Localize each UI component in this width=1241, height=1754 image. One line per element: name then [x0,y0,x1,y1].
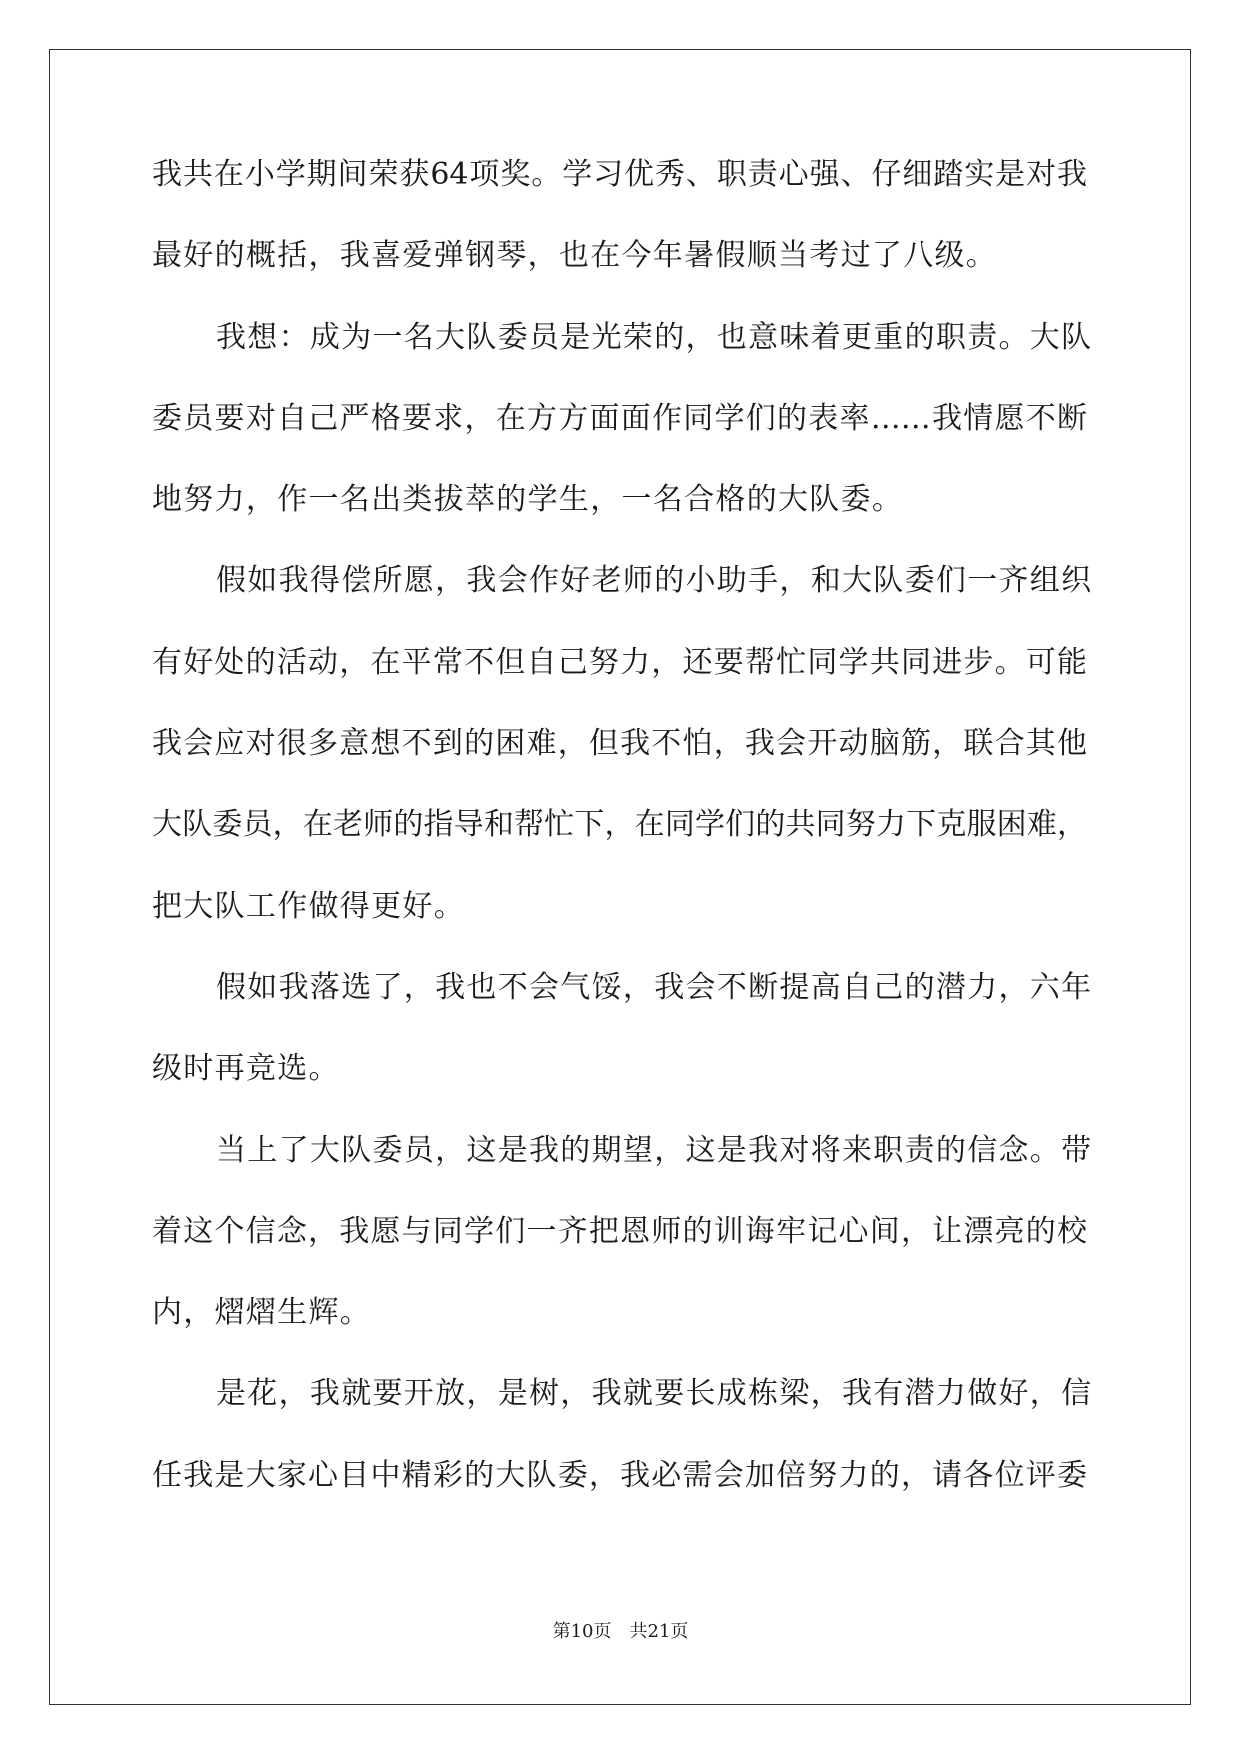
text-line: 着这个信念，我愿与同学们一齐把恩师的训诲牢记心间，让漂亮的校 [152,1213,1087,1249]
text-line: 我共在小学期间荣获64项奖。学习优秀、职责心强、仔细踏实是对我 [152,157,1087,192]
paragraph-first-line: 假如我得偿所愿，我会作好老师的小助手，和大队委们一齐组织 [216,563,1093,599]
paragraph-first-line: 当上了大队委员，这是我的期望，这是我对将来职责的信念。带 [216,1132,1093,1168]
text-line: 把大队工作做得更好。 [152,888,465,924]
text-line: 大队委员，在老师的指导和帮忙下，在同学们的共同努力下克服困难， [152,807,1087,843]
paragraph-first-line: 是花，我就要开放，是树，我就要长成栋梁，我有潜力做好，信 [216,1376,1093,1412]
text-line: 地努力，作一名出类拔萃的学生，一名合格的大队委。 [152,482,904,518]
document-body [152,157,1093,1542]
text-line: 委员要对自己严格要求，在方方面面作同学们的表率……我情愿不断 [152,400,1087,436]
text-line: 我会应对很多意想不到的困难，但我不怕，我会开动脑筋，联合其他 [152,726,1087,762]
paragraph-first-line: 我想：成为一名大队委员是光荣的，也意味着更重的职责。大队 [216,319,1093,355]
text-line: 级时再竞选。 [152,1051,340,1087]
paragraph-first-line: 假如我落选了，我也不会气馁，我会不断提高自己的潜力，六年 [216,969,1093,1005]
page-number-footer: 第10页 共21页 [552,1621,689,1642]
text-line: 内，熠熠生辉。 [152,1295,372,1331]
text-line: 任我是大家心目中精彩的大队委，我必需会加倍努力的，请各位评委 [152,1457,1087,1493]
text-line: 最好的概括，我喜爱弹钢琴，也在今年暑假顺当考过了八级。 [152,238,998,274]
text-line: 有好处的活动，在平常不但自己努力，还要帮忙同学共同进步。可能 [152,644,1087,680]
